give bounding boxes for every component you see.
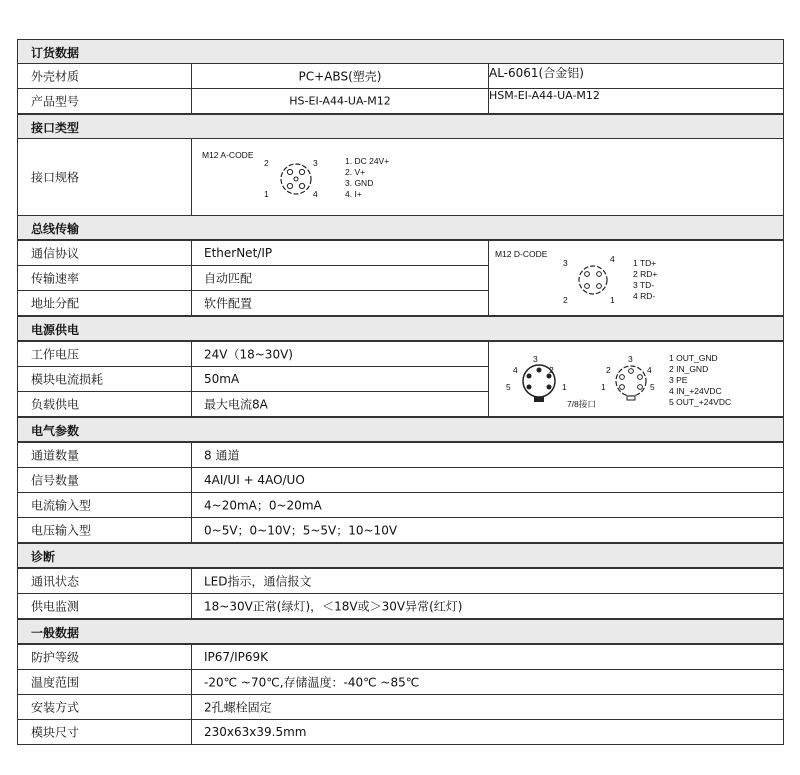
row-label — [17, 517, 192, 543]
row-value — [191, 240, 489, 266]
row-label — [17, 694, 192, 720]
cell-text: 模块尺寸 — [31, 725, 80, 740]
row-value — [191, 517, 784, 543]
cell-text: 2. V+ — [345, 167, 366, 177]
pin-number: 1 — [601, 382, 606, 392]
row-value — [191, 492, 784, 518]
pin-number: 2 — [549, 365, 554, 375]
connector-title: M12 A-CODE — [202, 150, 254, 160]
pin-number: 4 — [610, 254, 615, 264]
cell-text: 负载供电 — [31, 397, 80, 412]
connector-d-code-cell — [488, 240, 784, 316]
cell-text: 地址分配 — [31, 296, 80, 311]
cell-text: 通讯状态 — [31, 574, 80, 589]
pin-number: 3 — [563, 258, 568, 268]
section-title: 电源供电 — [31, 323, 80, 337]
pin-number: 4 — [313, 189, 318, 199]
cell-text: HSM-EI-A44-UA-M12 — [489, 89, 600, 102]
row-label — [17, 568, 192, 594]
pin-number: 1 — [562, 382, 567, 392]
cell-text: 4. I+ — [345, 189, 362, 199]
cell-text: 接口规格 — [31, 170, 80, 185]
pin-number: 1 — [610, 295, 615, 305]
pin-list — [669, 353, 731, 408]
table-row — [17, 63, 784, 89]
pin-number: 1 — [264, 189, 269, 199]
cell-text: 模块电流损耗 — [31, 372, 104, 387]
cell-text: 最大电流8A — [204, 397, 268, 412]
pin-number: 4 — [647, 365, 652, 375]
cell-text: 4 IN_+24VDC — [669, 386, 722, 396]
row-label — [17, 492, 192, 518]
table-group — [17, 568, 784, 619]
row-value — [191, 694, 784, 720]
table-group — [17, 442, 784, 543]
cell-text: 产品型号 — [31, 94, 80, 109]
cell-text: 通道数量 — [31, 448, 80, 463]
pin-number: 2 — [264, 158, 269, 168]
row-value — [191, 341, 489, 367]
cell-text: 防护等级 — [31, 650, 80, 665]
row-value — [191, 719, 784, 745]
cell-text: 24V（18~30V) — [204, 347, 293, 362]
cell-text: 4 RD- — [633, 291, 656, 301]
7-8-female-connector-icon — [611, 360, 651, 404]
cell-text: 信号数量 — [31, 473, 80, 488]
cell-text: 4~20mA；0~20mA — [204, 498, 322, 513]
row-label — [17, 63, 192, 89]
table-group — [17, 341, 784, 417]
section-title: 总线传输 — [31, 222, 80, 236]
row-label — [17, 88, 192, 114]
row-value — [191, 669, 784, 695]
cell-text: LED指示，通信报文 — [204, 574, 312, 589]
row-value — [191, 593, 784, 619]
row-label — [17, 644, 192, 670]
row-label — [17, 265, 192, 291]
connector-a-code-cell — [191, 138, 784, 216]
pin-number: 5 — [506, 382, 511, 392]
table-group — [17, 644, 784, 745]
row-label — [17, 467, 192, 493]
row-value — [191, 391, 489, 417]
row-value — [191, 568, 784, 594]
row-value — [488, 88, 784, 114]
pin-number: 2 — [606, 365, 611, 375]
cell-text: 5 OUT_+24VDC — [669, 397, 732, 407]
cell-text: HS-EI-A44-UA-M12 — [289, 94, 391, 108]
section-electrical — [17, 417, 784, 442]
row-value — [191, 88, 489, 114]
cell-text: 软件配置 — [204, 296, 253, 311]
table-row — [17, 88, 784, 114]
row-label — [17, 593, 192, 619]
section-power — [17, 316, 784, 341]
pin-number: 4 — [513, 365, 518, 375]
row-value — [191, 63, 489, 89]
section-general — [17, 619, 784, 644]
cell-text: -20℃ ~70℃,存储温度：-40℃ ~85℃ — [204, 675, 420, 690]
cell-text: 3. GND — [345, 178, 374, 188]
row-value — [488, 63, 784, 89]
cell-text: 2孔螺栓固定 — [204, 700, 272, 715]
row-label — [17, 138, 192, 216]
m12-a-code-connector-icon — [276, 159, 316, 199]
cell-text: 外壳材质 — [31, 69, 80, 84]
row-value — [191, 442, 784, 468]
row-label — [17, 240, 192, 266]
table-row — [17, 138, 784, 216]
m12-d-code-connector-icon — [575, 262, 611, 298]
row-label — [17, 341, 192, 367]
cell-text: 1. DC 24V+ — [345, 156, 390, 166]
cell-text: 1 OUT_GND — [669, 353, 718, 363]
pin-number: 3 — [628, 354, 633, 364]
cell-text: 安装方式 — [31, 700, 80, 715]
section-title: 接口类型 — [31, 121, 80, 135]
row-value — [191, 467, 784, 493]
section-title: 订货数据 — [31, 46, 80, 60]
cell-text: 传输速率 — [31, 271, 80, 286]
cell-text: 2 IN_GND — [669, 364, 709, 374]
cell-text: PC+ABS(塑壳) — [298, 69, 382, 84]
cell-text: 供电监测 — [31, 599, 80, 614]
cell-text: 电压输入型 — [31, 523, 92, 538]
section-order — [17, 39, 784, 64]
cell-text: 3 PE — [669, 375, 688, 385]
row-label — [17, 391, 192, 417]
cell-text: IP67/IP69K — [204, 650, 269, 664]
pin-list — [345, 156, 389, 200]
row-value — [191, 644, 784, 670]
cell-text: 1 TD+ — [633, 258, 657, 268]
pin-number: 5 — [650, 382, 655, 392]
row-label — [17, 669, 192, 695]
cell-text: 0~5V；0~10V；5~5V；10~10V — [204, 523, 398, 538]
cell-text: 工作电压 — [31, 347, 80, 362]
cell-text: 温度范围 — [31, 675, 80, 690]
connector-caption: 7/8接口 — [567, 399, 596, 409]
cell-text: 8 通道 — [204, 448, 240, 463]
cell-text: 230x63x39.5mm — [204, 725, 307, 739]
section-diagnosis — [17, 543, 784, 568]
cell-text: EtherNet/IP — [204, 246, 273, 260]
cell-text: 50mA — [204, 372, 240, 386]
table-group — [17, 240, 784, 316]
cell-text: 3 TD- — [633, 280, 655, 290]
row-label — [17, 366, 192, 392]
row-value — [191, 290, 489, 316]
cell-text: 电流输入型 — [31, 498, 92, 513]
row-value — [191, 366, 489, 392]
connector-7-8-cell — [488, 341, 784, 417]
pin-number: 2 — [563, 295, 568, 305]
cell-text: 通信协议 — [31, 246, 80, 261]
section-bus — [17, 215, 784, 240]
connector-title: M12 D-CODE — [495, 249, 548, 259]
section-title: 电气参数 — [31, 424, 80, 438]
cell-text: 18~30V正常(绿灯)，＜18V或＞30V异常(红灯) — [204, 599, 463, 614]
cell-text: AL-6061(合金铝) — [489, 66, 584, 80]
cell-text: 自动匹配 — [204, 271, 253, 286]
row-label — [17, 719, 192, 745]
section-title: 诊断 — [31, 550, 56, 564]
pin-number: 3 — [313, 158, 318, 168]
pin-list — [633, 258, 657, 302]
section-interface — [17, 114, 784, 139]
row-label — [17, 290, 192, 316]
pin-number: 3 — [533, 354, 538, 364]
cell-text: 2 RD+ — [633, 269, 658, 279]
row-value — [191, 265, 489, 291]
row-label — [17, 442, 192, 468]
cell-text: 4AI/UI + 4AO/UO — [204, 473, 305, 487]
section-title: 一般数据 — [31, 626, 80, 640]
